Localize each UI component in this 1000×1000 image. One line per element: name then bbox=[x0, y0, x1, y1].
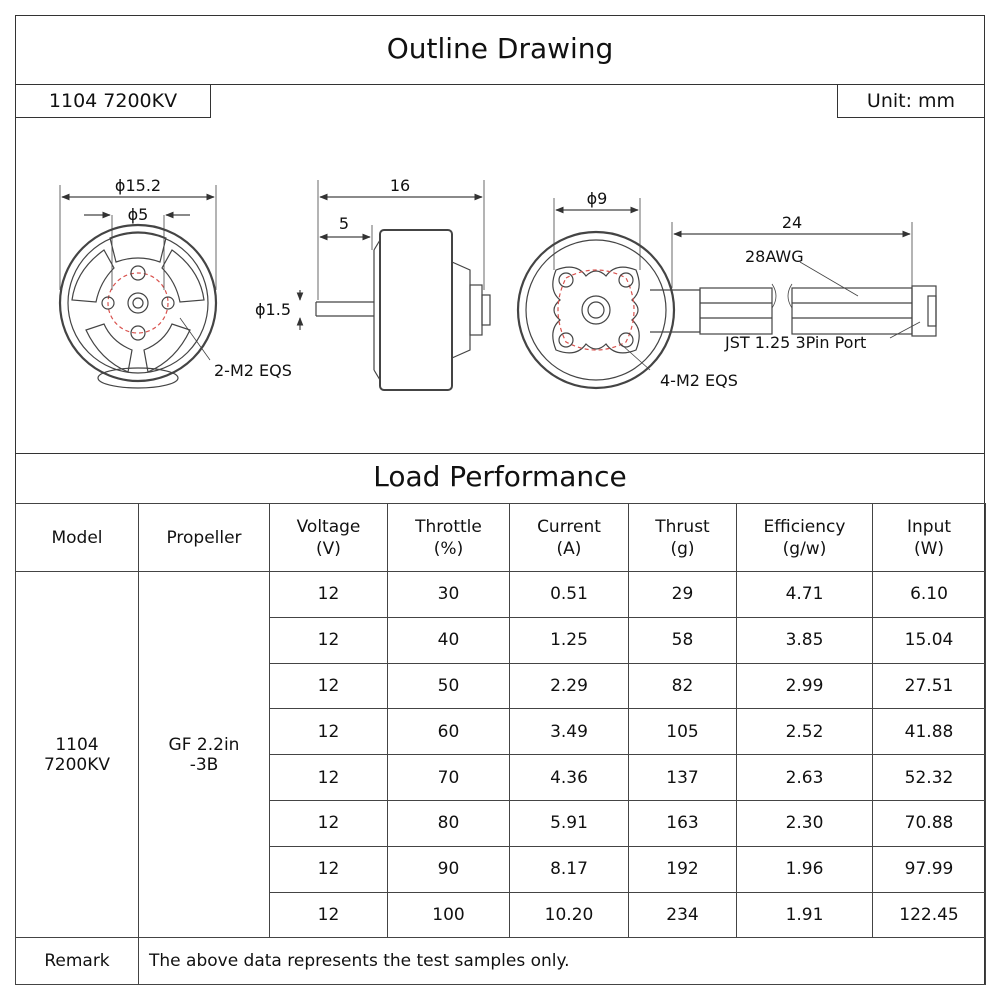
header-voltage: Voltage (V) bbox=[270, 504, 388, 572]
throttle-cell: 40 bbox=[388, 617, 510, 663]
input-cell: 52.32 bbox=[873, 755, 986, 801]
current-cell: 4.36 bbox=[510, 755, 629, 801]
voltage-cell: 12 bbox=[270, 663, 388, 709]
input-cell: 70.88 bbox=[873, 800, 986, 846]
current-cell: 0.51 bbox=[510, 572, 629, 618]
header-propeller: Propeller bbox=[139, 504, 270, 572]
dim-wire-gauge: 28AWG bbox=[745, 247, 804, 266]
throttle-cell: 70 bbox=[388, 755, 510, 801]
propeller-cell: GF 2.2in -3B bbox=[139, 572, 270, 938]
dim-front-outer: ϕ15.2 bbox=[114, 176, 162, 195]
thrust-cell: 58 bbox=[629, 617, 737, 663]
efficiency-cell: 2.99 bbox=[737, 663, 873, 709]
header-current: Current (A) bbox=[510, 504, 629, 572]
header-efficiency: Efficiency (g/w) bbox=[737, 504, 873, 572]
input-cell: 122.45 bbox=[873, 892, 986, 938]
voltage-cell: 12 bbox=[270, 846, 388, 892]
current-cell: 1.25 bbox=[510, 617, 629, 663]
dim-back-screws: 4-M2 EQS bbox=[660, 371, 738, 390]
efficiency-cell: 2.63 bbox=[737, 755, 873, 801]
throttle-cell: 60 bbox=[388, 709, 510, 755]
side-view bbox=[300, 180, 490, 390]
table-row bbox=[16, 572, 986, 618]
header-input: Input (W) bbox=[873, 504, 986, 572]
efficiency-cell: 1.96 bbox=[737, 846, 873, 892]
dim-front-screws: 2-M2 EQS bbox=[214, 361, 292, 380]
thrust-cell: 137 bbox=[629, 755, 737, 801]
voltage-cell: 12 bbox=[270, 800, 388, 846]
throttle-cell: 90 bbox=[388, 846, 510, 892]
model-label: 1104 7200KV bbox=[15, 84, 211, 118]
unit-label: Unit: mm bbox=[837, 84, 985, 118]
remark-row bbox=[16, 938, 986, 985]
voltage-cell: 12 bbox=[270, 617, 388, 663]
input-cell: 41.88 bbox=[873, 709, 986, 755]
efficiency-cell: 3.85 bbox=[737, 617, 873, 663]
model-cell: 1104 7200KV bbox=[16, 572, 139, 938]
efficiency-cell: 2.52 bbox=[737, 709, 873, 755]
thrust-cell: 234 bbox=[629, 892, 737, 938]
input-cell: 27.51 bbox=[873, 663, 986, 709]
header-thrust: Thrust (g) bbox=[629, 504, 737, 572]
dim-shaft-length: 5 bbox=[338, 214, 350, 233]
current-cell: 3.49 bbox=[510, 709, 629, 755]
efficiency-cell: 1.91 bbox=[737, 892, 873, 938]
thrust-cell: 82 bbox=[629, 663, 737, 709]
back-view bbox=[518, 198, 936, 388]
outline-drawing bbox=[0, 0, 1000, 460]
input-cell: 15.04 bbox=[873, 617, 986, 663]
dim-shaft-dia: ϕ1.5 bbox=[255, 300, 291, 319]
performance-title: Load Performance bbox=[373, 460, 627, 493]
efficiency-cell: 4.71 bbox=[737, 572, 873, 618]
input-cell: 6.10 bbox=[873, 572, 986, 618]
efficiency-cell: 2.30 bbox=[737, 800, 873, 846]
current-cell: 2.29 bbox=[510, 663, 629, 709]
remark-text: The above data represents the test samples only. bbox=[139, 938, 986, 985]
throttle-cell: 30 bbox=[388, 572, 510, 618]
header-throttle: Throttle (%) bbox=[388, 504, 510, 572]
throttle-cell: 100 bbox=[388, 892, 510, 938]
voltage-cell: 12 bbox=[270, 572, 388, 618]
thrust-cell: 105 bbox=[629, 709, 737, 755]
table-header-row bbox=[16, 504, 986, 572]
thrust-cell: 192 bbox=[629, 846, 737, 892]
throttle-cell: 80 bbox=[388, 800, 510, 846]
voltage-cell: 12 bbox=[270, 892, 388, 938]
dim-wire-length: 24 bbox=[781, 213, 803, 232]
throttle-cell: 50 bbox=[388, 663, 510, 709]
dim-connector: JST 1.25 3Pin Port bbox=[725, 333, 867, 352]
current-cell: 10.20 bbox=[510, 892, 629, 938]
current-cell: 5.91 bbox=[510, 800, 629, 846]
remark-label: Remark bbox=[16, 938, 139, 985]
dim-side-length: 16 bbox=[389, 176, 411, 195]
thrust-cell: 163 bbox=[629, 800, 737, 846]
input-cell: 97.99 bbox=[873, 846, 986, 892]
dim-back-dia: ϕ9 bbox=[586, 189, 608, 208]
header-model: Model bbox=[16, 504, 139, 572]
performance-table bbox=[15, 503, 986, 985]
voltage-cell: 12 bbox=[270, 709, 388, 755]
thrust-cell: 29 bbox=[629, 572, 737, 618]
outline-title: Outline Drawing bbox=[386, 32, 614, 65]
current-cell: 8.17 bbox=[510, 846, 629, 892]
divider bbox=[15, 453, 985, 454]
voltage-cell: 12 bbox=[270, 755, 388, 801]
dim-front-inner: ϕ5 bbox=[127, 205, 149, 224]
